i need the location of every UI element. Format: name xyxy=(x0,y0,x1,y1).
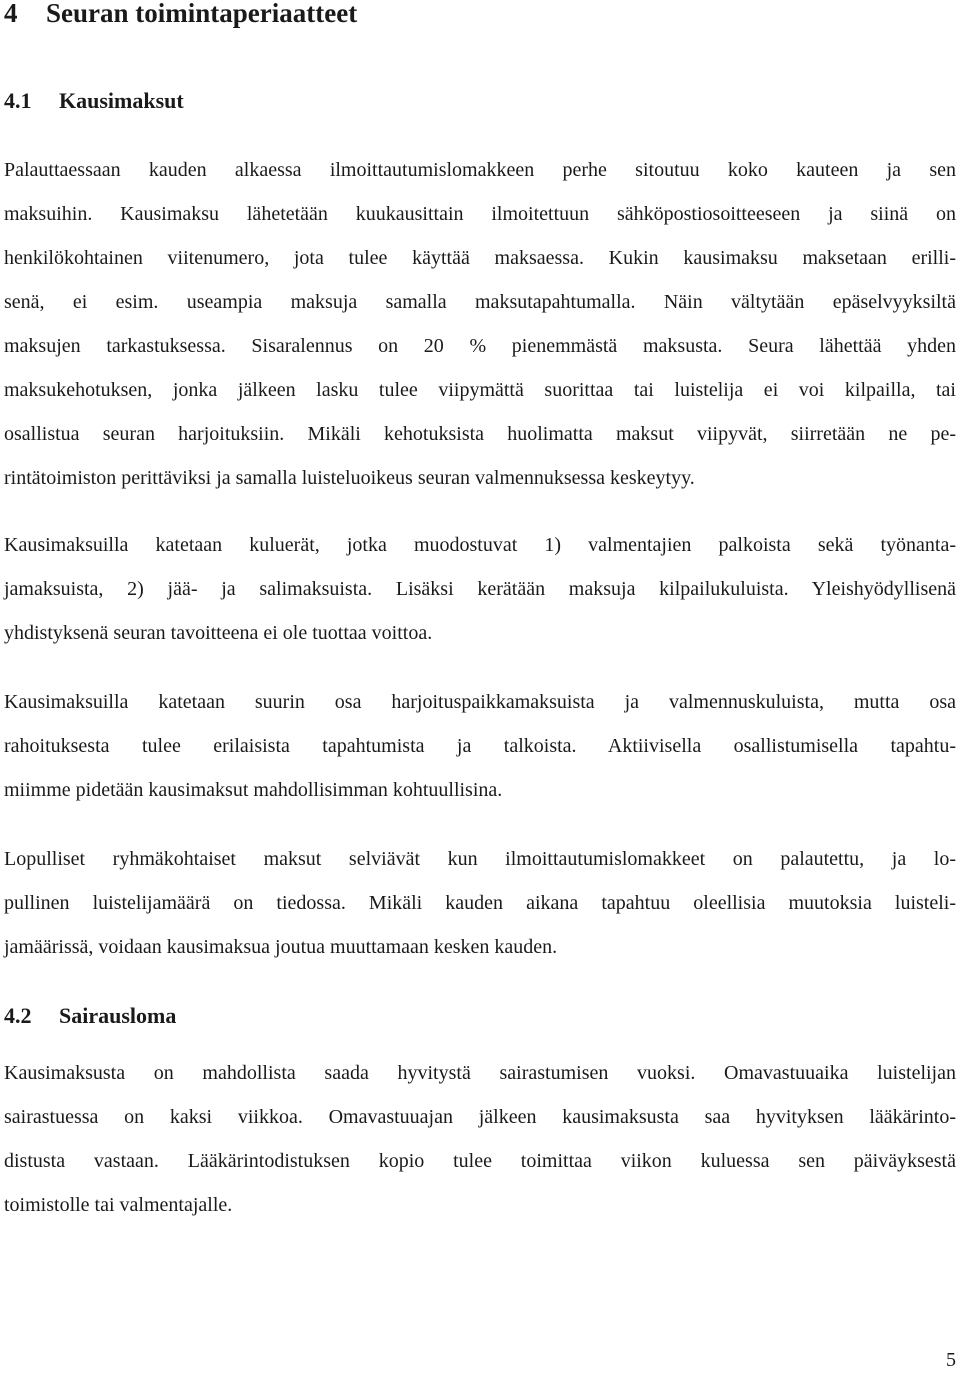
page-number: 5 xyxy=(946,1349,956,1371)
section-number: 4.1 xyxy=(4,88,32,113)
text-line: Kausimaksuilla katetaan kuluerät, jotka muodostuvat 1) valmentajien palkoista sekä työnanta- xyxy=(4,534,956,556)
text-line: Kausimaksuilla katetaan suurin osa harjoituspaikkamaksuista ja valmennuskuluista, mutta osa xyxy=(4,691,956,713)
text-line: Lopulliset ryhmäkohtaiset maksut selviävät kun ilmoittautumislomakkeet on palautettu, ja lo- xyxy=(4,848,956,870)
text-line: osallistua seuran harjoituksiin. Mikäli kehotuksista huolimatta maksut viipyvät, siirretään ne pe- xyxy=(4,423,956,445)
text-line: Palauttaessaan kauden alkaessa ilmoittautumislomakkeen perhe sitoutuu koko kauteen ja sen xyxy=(4,159,956,181)
paragraph xyxy=(4,837,956,969)
text-line: sairastuessa on kaksi viikkoa. Omavastuuajan jälkeen kausimaksusta saa hyvityksen lääkärinto- xyxy=(4,1106,956,1128)
section-title: Kausimaksut xyxy=(59,88,184,113)
section-number: 4.2 xyxy=(4,1003,32,1028)
paragraph xyxy=(4,1051,956,1227)
section-heading xyxy=(4,1003,176,1029)
chapter-heading xyxy=(4,0,357,29)
text-line: maksujen tarkastuksessa. Sisaralennus on 20 % pienemmästä maksusta. Seura lähettää yhden xyxy=(4,335,956,357)
section-title: Sairausloma xyxy=(59,1003,177,1028)
chapter-title: Seuran toimintaperiaatteet xyxy=(46,0,358,28)
chapter-number: 4 xyxy=(4,0,18,28)
section-heading xyxy=(4,88,184,114)
text-line: maksukehotuksen, jonka jälkeen lasku tulee viipymättä suorittaa tai luistelija ei voi kilpailla, tai xyxy=(4,379,956,401)
text-line: Kausimaksusta on mahdollista saada hyvitystä sairastumisen vuoksi. Omavastuuaika luistelijan xyxy=(4,1062,956,1084)
text-line: rintätoimiston perittäviksi ja samalla luisteluoikeus seuran valmennuksessa keskeytyy. xyxy=(4,467,695,489)
text-line: jamaksuista, 2) jää- ja salimaksuista. Lisäksi kerätään maksuja kilpailukuluista. Yleishyödyllisenä xyxy=(4,578,956,600)
text-line: maksuihin. Kausimaksu lähetetään kuukausittain ilmoitettuun sähköpostiosoitteeseen ja siinä on xyxy=(4,203,956,225)
text-line: senä, ei esim. useampia maksuja samalla maksutapahtumalla. Näin vältytään epäselvyyksiltä xyxy=(4,291,956,313)
text-line: rahoituksesta tulee erilaisista tapahtumista ja talkoista. Aktiivisella osallistumisella tapahtu- xyxy=(4,735,956,757)
text-line: pullinen luistelijamäärä on tiedossa. Mikäli kauden aikana tapahtuu oleellisia muutoksia luisteli- xyxy=(4,892,956,914)
paragraph xyxy=(4,523,956,655)
text-line: jamäärissä, voidaan kausimaksua joutua muuttamaan kesken kauden. xyxy=(4,936,558,958)
text-line: miimme pidetään kausimaksut mahdollisimman kohtuullisina. xyxy=(4,779,503,801)
text-line: henkilökohtainen viitenumero, jota tulee käyttää maksaessa. Kukin kausimaksu maksetaan erilli- xyxy=(4,247,956,269)
paragraph xyxy=(4,680,956,812)
text-line: toimistolle tai valmentajalle. xyxy=(4,1194,233,1216)
paragraph xyxy=(4,148,956,500)
text-line: yhdistyksenä seuran tavoitteena ei ole tuottaa voittoa. xyxy=(4,622,433,644)
text-line: distusta vastaan. Lääkärintodistuksen kopio tulee toimittaa viikon kuluessa sen päiväyksestä xyxy=(4,1150,956,1172)
